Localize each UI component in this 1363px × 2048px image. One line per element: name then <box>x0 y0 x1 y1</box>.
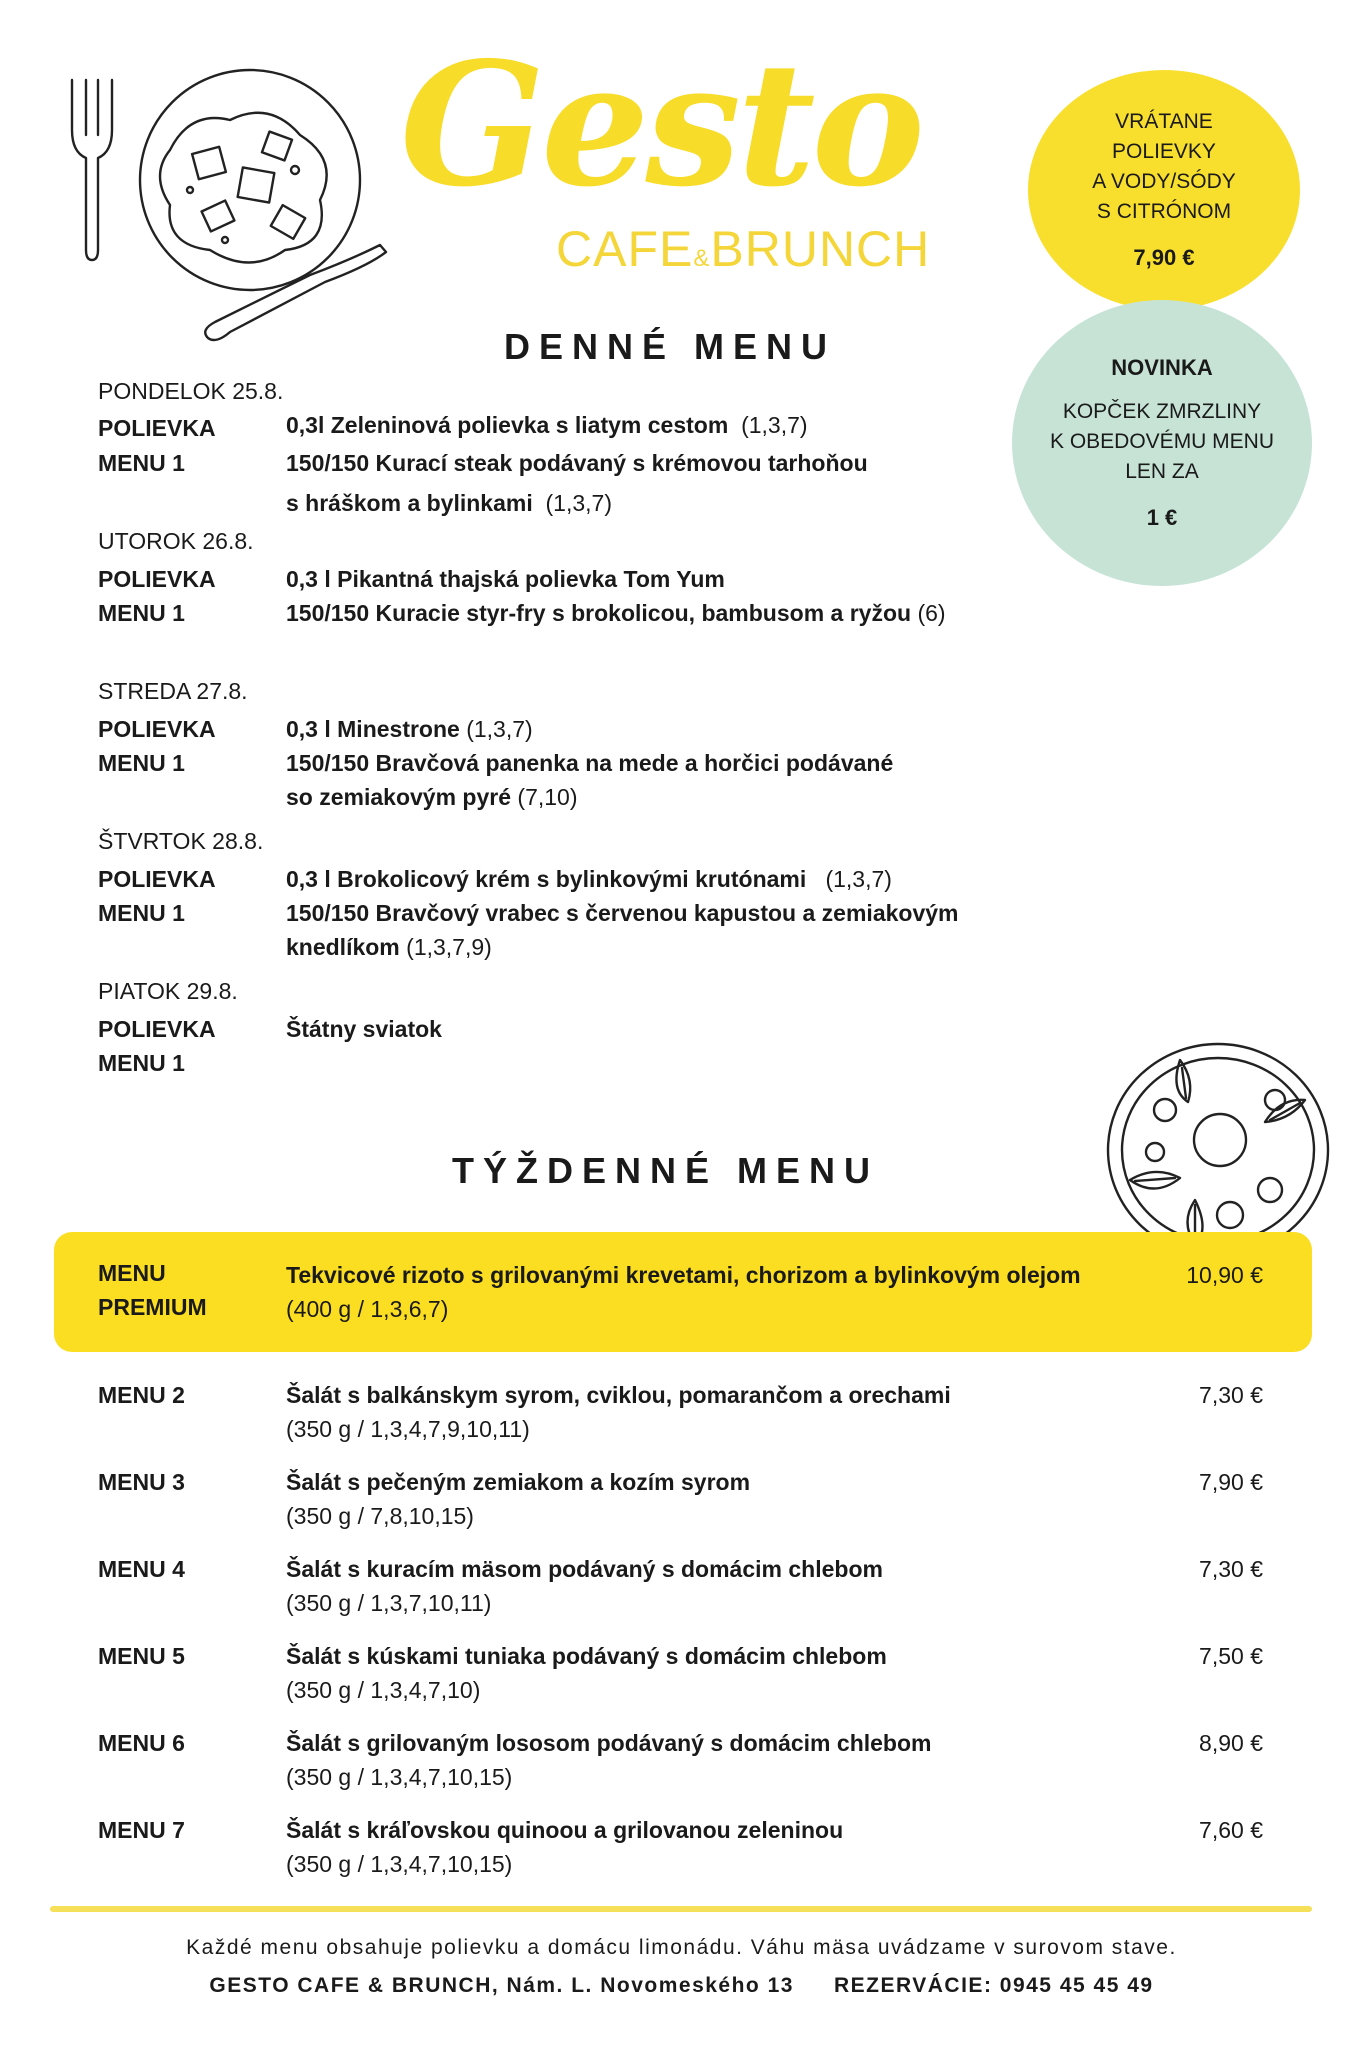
wednesday-soup <box>286 716 533 743</box>
plate-icon <box>140 70 360 290</box>
wednesday-menu: 150/150 Bravčová panenka na mede a horčici podávané <box>286 750 894 776</box>
wednesday-menu-line2 <box>286 784 578 811</box>
allergens: (1,3,7) <box>825 866 892 892</box>
menu-text: so zemiakovým pyré <box>286 784 512 810</box>
weekly-menu-price: 7,50 € <box>1199 1643 1263 1669</box>
menu-label: MENU 1 <box>98 600 185 626</box>
weekly-menu-price: 7,60 € <box>1199 1817 1263 1843</box>
weekly-menu-name: Šalát s kuracím mäsom podávaný s domácim chlebom <box>286 1556 883 1582</box>
weekly-menu-details: (350 g / 1,3,4,7,9,10,11) <box>286 1416 530 1442</box>
tuesday-menu <box>286 600 946 627</box>
allergens: (1,3,7,9) <box>406 934 492 960</box>
thursday-soup <box>286 866 892 893</box>
allergens: (7,10) <box>517 784 578 810</box>
menu-text: 150/150 Kuracie styr-fry s brokolicou, bambusom a ryžou <box>286 600 912 626</box>
premium-label-line2: PREMIUM <box>98 1294 207 1320</box>
weekly-menu-label: MENU 6 <box>98 1730 185 1756</box>
novinka-line2: K OBEDOVÉMU MENU <box>1049 430 1275 453</box>
weekly-menu-price: 7,30 € <box>1199 1556 1263 1582</box>
fork-icon <box>72 80 112 260</box>
weekly-menu-title: TÝŽDENNÉ MENU <box>452 1150 880 1191</box>
day-label-tuesday: UTOROK 26.8. <box>98 528 254 554</box>
menu-label: MENU 1 <box>98 1050 185 1076</box>
price-badge-price: 7,90 € <box>1133 245 1195 270</box>
footer-address: GESTO CAFE & BRUNCH, Nám. L. Novomeského 13 <box>209 1974 794 1997</box>
menu-label: MENU 1 <box>98 900 185 926</box>
footer-contact <box>0 1974 1363 1998</box>
novinka-line3: LEN ZA <box>1125 460 1199 483</box>
premium-menu-band <box>54 1232 1312 1352</box>
friday-holiday: Štátny sviatok <box>286 1016 442 1042</box>
weekly-menu-details: (350 g / 1,3,4,7,10,15) <box>286 1764 513 1790</box>
soup-label: POLIEVKA <box>98 716 216 742</box>
weekly-menu-price: 8,90 € <box>1199 1730 1263 1756</box>
allergens: (1,3,7) <box>741 412 808 438</box>
day-label-wednesday: STREDA 27.8. <box>98 678 248 704</box>
thursday-menu-line2 <box>286 934 492 961</box>
day-label-thursday: ŠTVRTOK 28.8. <box>98 828 264 854</box>
price-badge <box>1028 70 1300 310</box>
weekly-menu-details: (350 g / 7,8,10,15) <box>286 1503 474 1529</box>
weekly-menu-label: MENU 4 <box>98 1556 185 1582</box>
divider <box>50 1906 1312 1912</box>
premium-price: 10,90 € <box>1186 1262 1263 1288</box>
soup-label: POLIEVKA <box>98 415 216 441</box>
monday-soup <box>286 412 808 439</box>
weekly-menu-details: (350 g / 1,3,4,7,10) <box>286 1677 481 1703</box>
weekly-menu-name: Šalát s kúskami tuniaka podávaný s domácim chlebom <box>286 1643 887 1669</box>
weekly-menu-label: MENU 5 <box>98 1643 185 1669</box>
weekly-menu-details: (350 g / 1,3,4,7,10,15) <box>286 1851 513 1877</box>
day-label-friday: PIATOK 29.8. <box>98 978 238 1004</box>
weekly-menu-name: Šalát s balkánskym syrom, cviklou, pomarančom a orechami <box>286 1382 951 1408</box>
price-badge-line4: S CITRÓNOM <box>1096 200 1232 223</box>
weekly-menu-label: MENU 2 <box>98 1382 185 1408</box>
weekly-menu-price: 7,30 € <box>1199 1382 1263 1408</box>
soup-label: POLIEVKA <box>98 566 216 592</box>
logo-sub-cafe: CAFE <box>556 221 694 277</box>
weekly-menu-label: MENU 7 <box>98 1817 185 1843</box>
allergens: (1,3,7) <box>466 716 533 742</box>
monday-menu-line2 <box>286 490 612 517</box>
premium-name: Tekvicové rizoto s grilovanými krevetami, chorizom a bylinkovým olejom <box>286 1262 1081 1288</box>
price-badge-line3: A VODY/SÓDY <box>1092 170 1236 193</box>
novinka-price: 1 € <box>1146 505 1178 530</box>
logo-sub-brunch: BRUNCH <box>710 221 931 277</box>
menu-label: MENU 1 <box>98 750 185 776</box>
menu-text: s hráškom a bylinkami <box>286 490 533 516</box>
novinka-line1: KOPČEK ZMRZLINY <box>1062 400 1262 423</box>
monday-menu: 150/150 Kurací steak podávaný s krémovou tarhoňou <box>286 450 868 476</box>
weekly-menu-name: Šalát s grilovaným lososom podávaný s domácim chlebom <box>286 1730 932 1756</box>
soup-text: 0,3 l Minestrone <box>286 716 460 742</box>
novinka-title: NOVINKA <box>1111 355 1213 380</box>
menu-label: MENU 1 <box>98 450 185 476</box>
premium-label-line1: MENU <box>98 1260 166 1286</box>
weekly-menu-price: 7,90 € <box>1199 1469 1263 1495</box>
pizza-icon <box>1108 1044 1328 1256</box>
allergens: (6) <box>917 600 946 626</box>
day-label-monday: PONDELOK 25.8. <box>98 378 284 404</box>
weekly-menu-label: MENU 3 <box>98 1469 185 1495</box>
soup-text: 0,3l Zeleninová polievka s liatym cestom <box>286 412 729 438</box>
price-badge-line1: VRÁTANE <box>1115 110 1213 133</box>
thursday-menu: 150/150 Bravčový vrabec s červenou kapustou a zemiakovým <box>286 900 959 926</box>
price-badge-line2: POLIEVKY <box>1112 140 1216 163</box>
menu-text: knedlíkom <box>286 934 400 960</box>
footer-reservation: REZERVÁCIE: 0945 45 45 49 <box>833 1974 1154 1997</box>
logo-subtitle <box>556 220 930 278</box>
weekly-menu-name: Šalát s pečeným zemiakom a kozím syrom <box>286 1469 751 1495</box>
weekly-menu-name: Šalát s kráľovskou quinoou a grilovanou zeleninou <box>286 1817 844 1843</box>
premium-label <box>98 1256 207 1324</box>
premium-details: (400 g / 1,3,6,7) <box>286 1296 449 1322</box>
weekly-menu-details: (350 g / 1,3,7,10,11) <box>286 1590 492 1616</box>
novinka-badge <box>1012 300 1312 586</box>
tuesday-soup: 0,3 l Pikantná thajská polievka Tom Yum <box>286 566 725 592</box>
allergens: (1,3,7) <box>545 490 612 516</box>
soup-text: 0,3 l Brokolicový krém s bylinkovými krutónami <box>286 866 807 892</box>
soup-label: POLIEVKA <box>98 866 216 892</box>
logo-sub-amp: & <box>693 245 711 272</box>
soup-label: POLIEVKA <box>98 1016 216 1042</box>
daily-menu-title: DENNÉ MENU <box>504 326 837 367</box>
plate-illustration <box>50 60 390 350</box>
footer-note: Každé menu obsahuje polievku a domácu limonádu. Váhu mäsa uvádzame v surovom stave. <box>186 1936 1177 1959</box>
logo-script: Gesto <box>400 25 921 225</box>
